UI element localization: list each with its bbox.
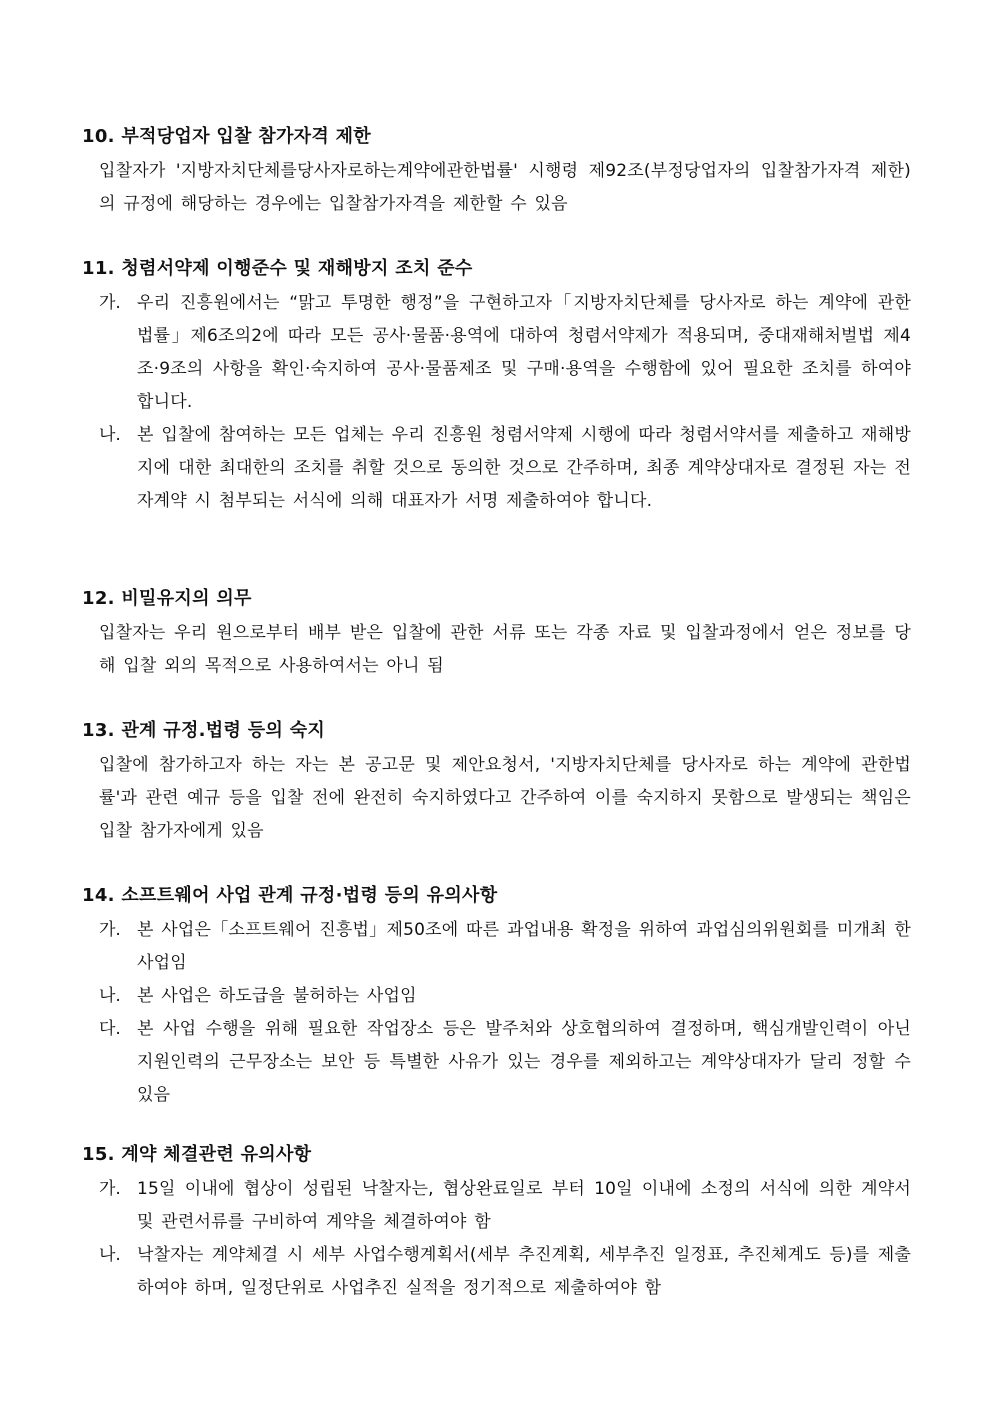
- section-heading: 11. 청렴서약제 이행준수 및 재해방지 조치 준수: [82, 258, 473, 279]
- section-heading: 10. 부적당업자 입찰 참가자격 제한: [82, 126, 371, 147]
- list-item: [99, 914, 911, 980]
- list-marker: 나.: [99, 425, 121, 445]
- section-paragraph: 입찰자가 '지방자치단체를당사자로하는계약에관한법률' 시행령 제92조(부정당업자의 입찰참가자격 제한)의 규정에 해당하는 경우에는 입찰참가자격을 제한할 수 있음: [99, 161, 911, 214]
- list-item: [99, 419, 911, 518]
- list-marker: 나.: [99, 986, 121, 1006]
- list-marker: 나.: [99, 1245, 121, 1265]
- list-item-text: 15일 이내에 협상이 성립된 낙찰자는, 협상완료일로 부터 10일 이내에 소정의 서식에 의한 계약서 및 관련서류를 구비하여 계약을 체결하여야 함: [137, 1179, 911, 1232]
- section-heading: 15. 계약 체결관련 유의사항: [82, 1144, 312, 1165]
- list-item: [99, 1013, 911, 1112]
- list-marker: 가.: [99, 1179, 121, 1199]
- section-heading: 14. 소프트웨어 사업 관계 규정·법령 등의 유의사항: [82, 885, 498, 906]
- list-marker: 다.: [99, 1019, 121, 1039]
- list-item: [99, 1173, 911, 1239]
- list-item-text: 우리 진흥원에서는 “맑고 투명한 행정”을 구현하고자「지방자치단체를 당사자로 하는 계약에 관한 법률」제6조의2에 따라 모든 공사·물품·용역에 대하여 청렴서약제가 적용되며, 중대재해처벌법 제4조·9조의 사항을 확인·숙지하여 공사·물품제조 및 구매·용역을 수행함에 있어 필요한 조치를 하여야 합니다.: [137, 293, 911, 412]
- list-item-text: 본 사업은 하도급을 불허하는 사업임: [137, 986, 417, 1006]
- list-marker: 가.: [99, 293, 121, 313]
- list-item-text: 본 사업은「소프트웨어 진흥법」제50조에 따른 과업내용 확정을 위하여 과업심의위원회를 미개최 한 사업임: [137, 920, 911, 973]
- section-paragraph: 입찰에 참가하고자 하는 자는 본 공고문 및 제안요청서, '지방자치단체를 당사자로 하는 계약에 관한법률'과 관련 예규 등을 입찰 전에 완전히 숙지하였다고 간주하여 이를 숙지하지 못함으로 발생되는 책임은 입찰 참가자에게 있음: [99, 755, 911, 841]
- section-heading: 13. 관계 규정.법령 등의 숙지: [82, 720, 326, 741]
- list-item: [99, 1239, 911, 1305]
- section-heading: 12. 비밀유지의 의무: [82, 588, 252, 609]
- list-item-text: 낙찰자는 계약체결 시 세부 사업수행계획서(세부 추진계획, 세부추진 일정표, 추진체계도 등)를 제출하여야 하며, 일정단위로 사업추진 실적을 정기적으로 제출하여야 함: [137, 1245, 911, 1298]
- list-item: [99, 980, 911, 1013]
- list-item-text: 본 사업 수행을 위해 필요한 작업장소 등은 발주처와 상호협의하여 결정하며, 핵심개발인력이 아닌 지원인력의 근무장소는 보안 등 특별한 사유가 있는 경우를 제외하고는 계약상대자가 달리 정할 수 있음: [137, 1019, 911, 1105]
- list-item-text: 본 입찰에 참여하는 모든 업체는 우리 진흥원 청렴서약제 시행에 따라 청렴서약서를 제출하고 재해방지에 대한 최대한의 조치를 취할 것으로 동의한 것으로 간주하며, 최종 계약상대자로 결정된 자는 전자계약 시 첨부되는 서식에 의해 대표자가 서명 제출하여야 합니다.: [137, 425, 911, 511]
- list-marker: 가.: [99, 920, 121, 940]
- section-paragraph: 입찰자는 우리 원으로부터 배부 받은 입찰에 관한 서류 또는 각종 자료 및 입찰과정에서 얻은 정보를 당해 입찰 외의 목적으로 사용하여서는 아니 됨: [99, 623, 911, 676]
- list-item: [99, 287, 911, 419]
